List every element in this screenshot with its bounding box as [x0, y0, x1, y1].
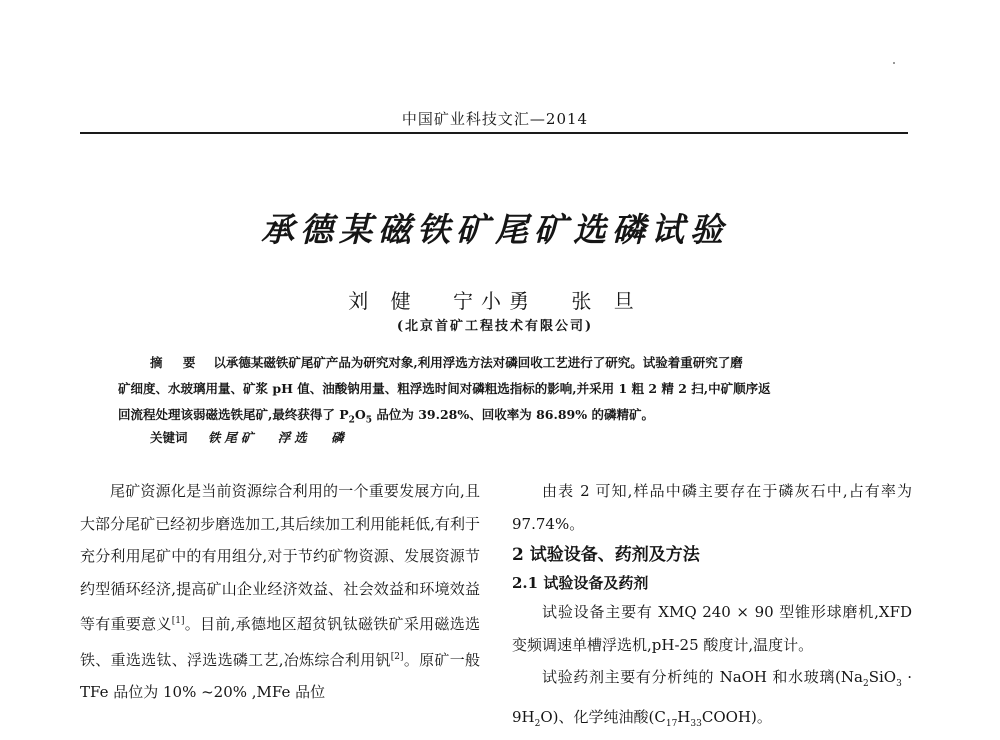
scan-speck	[893, 62, 895, 64]
affiliation: (北京首矿工程技术有限公司)	[396, 319, 594, 334]
abstract-text: O	[354, 407, 366, 422]
citation: [2]	[390, 651, 404, 662]
journal-header: 中国矿业科技文汇—2014	[401, 110, 589, 128]
keyword: 磷	[331, 430, 348, 445]
body-text: 。原矿一般 TFe 品位为 10% ~20% ,MFe 品位	[80, 650, 480, 701]
subscript: 3	[896, 679, 902, 689]
body-text: 尾矿资源化是当前资源综合利用的一个重要发展方向,且大部分尾矿已经初步磨选加工,其后续加工利用能耗低,有利于充分利用尾矿中的有用组分,对于节约矿物资源、发展资源节约型循环经济,提高矿山企业经济效益、社会效益和环境效益等有重要意义	[80, 482, 480, 633]
section-heading: 2 试验设备、药剂及方法	[512, 545, 700, 565]
author: 刘 健	[348, 289, 419, 313]
subscript: 2	[862, 679, 869, 689]
body-text: COOH)。	[701, 707, 772, 726]
subscript: 17	[665, 718, 678, 729]
abstract-text: 回流程处理该弱磁选铁尾矿,最终获得了 P	[118, 407, 349, 422]
paper-title: 承德某磁铁矿尾矿选磷试验	[261, 210, 729, 249]
body-text: 试验药剂主要有分析纯的 NaOH 和水玻璃(Na	[542, 668, 863, 686]
subscript: 5	[365, 415, 373, 426]
body-text: H	[677, 707, 691, 726]
abstract-text: 以承德某磁铁矿尾矿产品为研究对象,利用浮选方法对磷回收工艺进行了研究。试验着重研究了磨	[213, 355, 743, 370]
body-right-column	[512, 475, 912, 740]
author: 张 旦	[571, 289, 642, 313]
keywords-label: 关键词	[150, 430, 188, 445]
subscript: 33	[690, 718, 702, 729]
citation: [1]	[171, 616, 185, 626]
body-paragraph	[80, 475, 480, 709]
keyword: 浮选	[277, 430, 311, 445]
abstract	[118, 350, 878, 434]
abstract-text: 矿细度、水玻璃用量、矿浆 pH 值、油酸钠用量、粗浮选时间对磷粗选指标的影响,并采用 1 粗 2 精 2 扫,中矿顺序返	[118, 381, 771, 396]
keyword: 铁尾矿	[207, 430, 258, 445]
subscript: 2	[348, 415, 355, 426]
subsection-heading: 2.1 试验设备及药剂	[512, 574, 649, 592]
body-paragraph: 由表 2 可知,样品中磷主要存在于磷灰石中,占有率为 97.74%。	[512, 482, 912, 533]
subscript: 2	[534, 718, 541, 729]
body-text: 。目前,承德地区超贫钒钛磁铁矿采用磁选选铁、重选选钛、浮选选磷工艺,冶炼综合利用钒	[80, 615, 480, 669]
body-text: · 9H	[512, 668, 912, 726]
body-left-column	[80, 475, 480, 709]
abstract-label: 摘 要	[150, 355, 204, 370]
header-rule	[80, 132, 908, 134]
author: 宁小勇	[453, 289, 537, 313]
author-list	[80, 285, 910, 314]
body-paragraph	[512, 661, 912, 740]
abstract-text: 品位为 39.28%、回收率为 86.89% 的磷精矿。	[372, 407, 654, 422]
body-text: SiO	[868, 668, 897, 686]
body-text: O)、化学纯油酸(C	[540, 707, 666, 726]
keywords	[150, 428, 348, 446]
body-paragraph: 试验设备主要有 XMQ 240 × 90 型锥形球磨机,XFD 变频调速单槽浮选机,pH-25 酸度计,温度计。	[512, 603, 912, 654]
